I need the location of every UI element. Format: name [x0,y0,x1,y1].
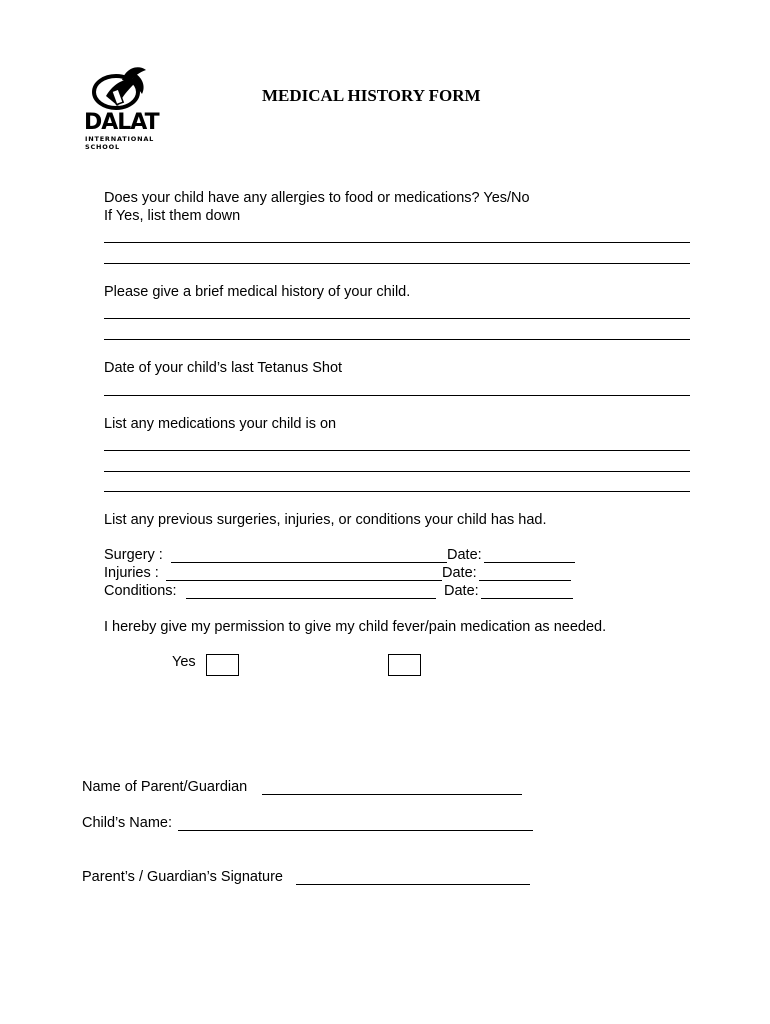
child-name-label: Child’s Name: [82,815,172,831]
history-line-2[interactable] [104,339,690,340]
question-tetanus: Date of your child’s last Tetanus Shot [104,360,343,376]
question-medical-history: Please give a brief medical history of your child. [104,284,411,300]
signature-label: Parent’s / Guardian’s Signature [82,869,283,885]
injuries-field[interactable] [166,580,442,581]
no-checkbox[interactable] [388,654,421,676]
injuries-date-label: Date: [442,565,477,581]
conditions-date-label: Date: [444,583,479,599]
question-medications: List any medications your child is on [104,416,337,432]
medications-line-3[interactable] [104,491,690,492]
question-allergies-followup: If Yes, list them down [104,208,241,224]
surgery-date-label: Date: [447,547,482,563]
injuries-label: Injuries : [104,565,159,581]
logo-name: DALAT [84,110,159,135]
yes-label: Yes [172,654,196,670]
signature-field[interactable] [296,884,530,885]
allergies-line-1[interactable] [104,242,690,243]
logo-subtitle: INTERNATIONAL SCHOOL [85,135,155,151]
dalat-emblem-icon [84,62,184,114]
yes-checkbox[interactable] [206,654,239,676]
surgery-date-field[interactable] [484,562,575,563]
conditions-date-field[interactable] [481,598,573,599]
permission-statement: I hereby give my permission to give my child fever/pain medication as needed. [104,619,607,635]
tetanus-line[interactable] [104,395,690,396]
question-surgeries: List any previous surgeries, injuries, or conditions your child has had. [104,512,547,528]
injuries-date-field[interactable] [479,580,571,581]
conditions-field[interactable] [186,598,436,599]
child-name-field[interactable] [178,830,533,831]
parent-name-field[interactable] [262,794,522,795]
medications-line-1[interactable] [104,450,690,451]
question-allergies: Does your child have any allergies to food or medications? Yes/No [104,190,530,206]
allergies-line-2[interactable] [104,263,690,264]
surgery-field[interactable] [171,562,447,563]
surgery-label: Surgery : [104,547,163,563]
school-logo [84,62,184,151]
medications-line-2[interactable] [104,471,690,472]
history-line-1[interactable] [104,318,690,319]
form-title: MEDICAL HISTORY FORM [262,86,481,105]
conditions-label: Conditions: [104,583,177,599]
parent-name-label: Name of Parent/Guardian [82,779,248,795]
